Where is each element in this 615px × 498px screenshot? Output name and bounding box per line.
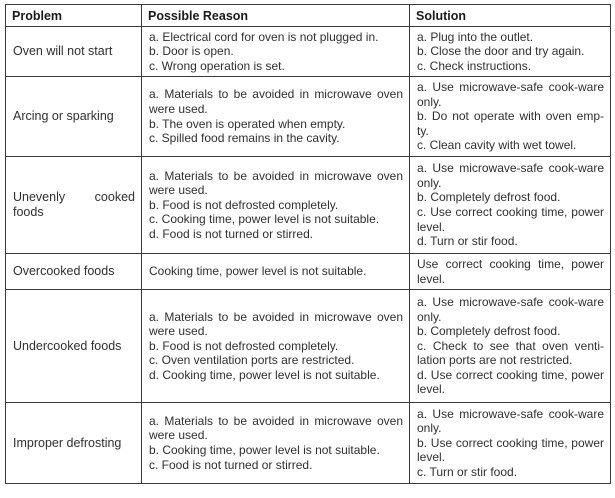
problem-cell: Undercooked foods: [6, 290, 142, 403]
problem-cell: Improper defrosting: [6, 403, 142, 484]
table-row: [6, 77, 611, 157]
solution-line: c. Use correct cooking time, power level.: [417, 205, 604, 234]
header-solution: Solution: [410, 5, 611, 27]
reason-line: a. Electrical cord for oven is not plugged in.: [149, 29, 379, 44]
table-row: [6, 290, 611, 403]
reason-line: b. Cooking time, power level is not suitable.: [149, 443, 380, 457]
reason-cell: [142, 290, 410, 403]
solution-line: a. Use microwave-safe cook-ware only.: [417, 80, 604, 109]
solution-line: b. Completely defrost food.: [417, 190, 561, 205]
solution-line: c. Turn or stir food.: [417, 464, 518, 479]
header-row: [6, 5, 611, 27]
header-possible-reason: Possible Reason: [142, 5, 410, 27]
reason-cell: [142, 77, 410, 157]
reason-line: Cooking time, power level is not suitable.: [149, 264, 367, 279]
solution-line: a. Plug into the outlet.: [417, 29, 534, 44]
solution-cell: [410, 254, 611, 290]
solution-line: b. Use correct cooking time, power level.: [417, 435, 604, 465]
reason-line: b. Food is not defrosted completely.: [149, 338, 339, 353]
troubleshooting-table: [5, 4, 611, 484]
problem-cell: Arcing or sparking: [6, 77, 142, 157]
reason-cell: [142, 157, 410, 254]
solution-cell: [410, 27, 611, 77]
solution-line: a. Use microwave-safe cook-ware only.: [417, 161, 604, 190]
reason-cell: [142, 254, 410, 290]
solution-cell: [410, 403, 611, 484]
reason-cell: [142, 27, 410, 77]
reason-line: b. Door is open.: [149, 44, 234, 59]
solution-line: Use correct cooking time, power level.: [417, 256, 604, 286]
reason-line: a. Materials to be avoided in microwave oven were used.: [149, 168, 403, 198]
solution-line: c. Check instructions.: [417, 58, 532, 73]
problem-cell: Unevenly cooked foods: [6, 157, 142, 254]
table-row: [6, 27, 611, 77]
reason-line: c. Spilled food remains in the cavity.: [149, 131, 340, 146]
problem-cell: Overcooked foods: [6, 254, 142, 290]
table-row: [6, 157, 611, 254]
solution-line: d. Use correct cooking time, power level.: [417, 367, 604, 397]
solution-line: b. Completely defrost food.: [417, 324, 561, 339]
reason-line: a. Materials to be avoided in microwave oven were used.: [149, 87, 403, 116]
reason-line: d. Cooking time, power level is not suitable.: [149, 367, 380, 382]
reason-line: a. Materials to be avoided in microwave oven were used.: [149, 309, 403, 339]
solution-line: c. Check to see that oven venti-lation ports are not restricted.: [417, 338, 604, 368]
reason-line: d. Food is not turned or stirred.: [149, 226, 314, 241]
reason-line: c. Cooking time, power level is not suitable.: [149, 212, 380, 227]
reason-line: b. The oven is operated when empty.: [149, 116, 346, 131]
solution-line: b. Do not operate with oven emp-ty.: [417, 109, 604, 138]
reason-line: a. Materials to be avoided in microwave oven were used.: [149, 413, 403, 443]
solution-line: c. Clean cavity with wet towel.: [417, 138, 577, 153]
solution-cell: [410, 157, 611, 254]
solution-line: d. Turn or stir food.: [417, 234, 518, 249]
reason-line: c. Food is not turned or stirred.: [149, 457, 313, 472]
problem-cell: Oven will not start: [6, 27, 142, 77]
reason-line: b. Food is not defrosted completely.: [149, 197, 339, 212]
solution-line: a. Use microwave-safe cook-ware only.: [417, 294, 604, 324]
table-row: [6, 254, 611, 290]
solution-cell: [410, 77, 611, 157]
table-row: [6, 403, 611, 484]
solution-line: b. Close the door and try again.: [417, 44, 585, 59]
solution-cell: [410, 290, 611, 403]
reason-cell: [142, 403, 410, 484]
reason-line: c. Wrong operation is set.: [149, 58, 285, 73]
solution-line: a. Use microwave-safe cook-ware only.: [417, 406, 604, 436]
header-problem: Problem: [6, 5, 142, 27]
reason-line: c. Oven ventilation ports are restricted.: [149, 353, 355, 368]
